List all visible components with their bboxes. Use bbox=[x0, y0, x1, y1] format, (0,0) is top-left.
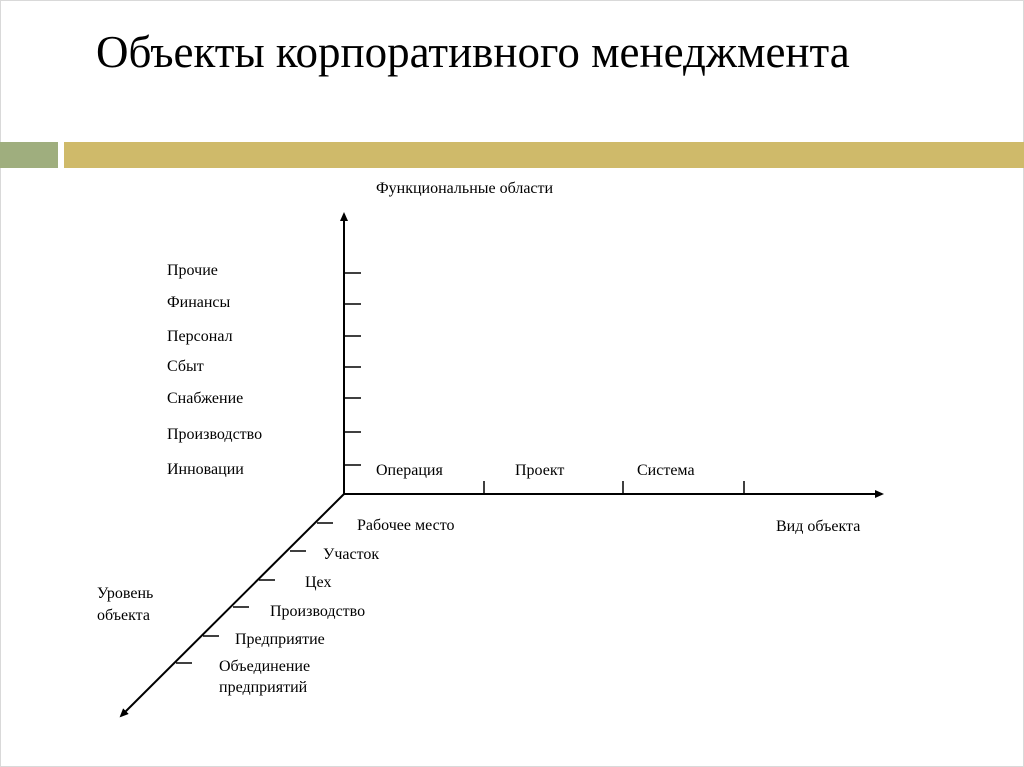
functional-area-label: Снабжение bbox=[167, 390, 244, 407]
object-level-label: Рабочее место bbox=[357, 517, 455, 534]
functional-area-label: Персонал bbox=[167, 328, 233, 345]
diagonal-axis-label-line1: Уровень bbox=[97, 585, 154, 602]
functional-area-label: Инновации bbox=[167, 461, 244, 478]
object-type-label: Операция bbox=[376, 462, 443, 479]
vertical-ticks bbox=[344, 273, 361, 465]
object-level-label: Участок bbox=[323, 546, 380, 563]
functional-area-label: Прочие bbox=[167, 262, 218, 279]
horizontal-axis-label: Вид объекта bbox=[776, 518, 861, 535]
object-level-label: Предприятие bbox=[235, 631, 325, 648]
object-level-label: Производство bbox=[270, 603, 366, 620]
vertical-axis-label: Функциональные области bbox=[376, 180, 554, 197]
object-level-label-line1: Объединение bbox=[219, 658, 311, 675]
functional-area-label: Финансы bbox=[167, 294, 231, 311]
object-type-label: Система bbox=[637, 462, 695, 479]
object-level-label: Цех bbox=[305, 574, 332, 591]
object-level-label-line2: предприятий bbox=[219, 679, 308, 696]
diagonal-axis-label-line2: объекта bbox=[97, 607, 150, 624]
functional-area-label: Производство bbox=[167, 426, 263, 443]
functional-area-label: Сбыт bbox=[167, 358, 204, 375]
horizontal-ticks bbox=[484, 481, 744, 494]
object-type-label: Проект bbox=[515, 462, 565, 479]
slide-title: Объекты корпоративного менеджмента bbox=[96, 27, 850, 77]
